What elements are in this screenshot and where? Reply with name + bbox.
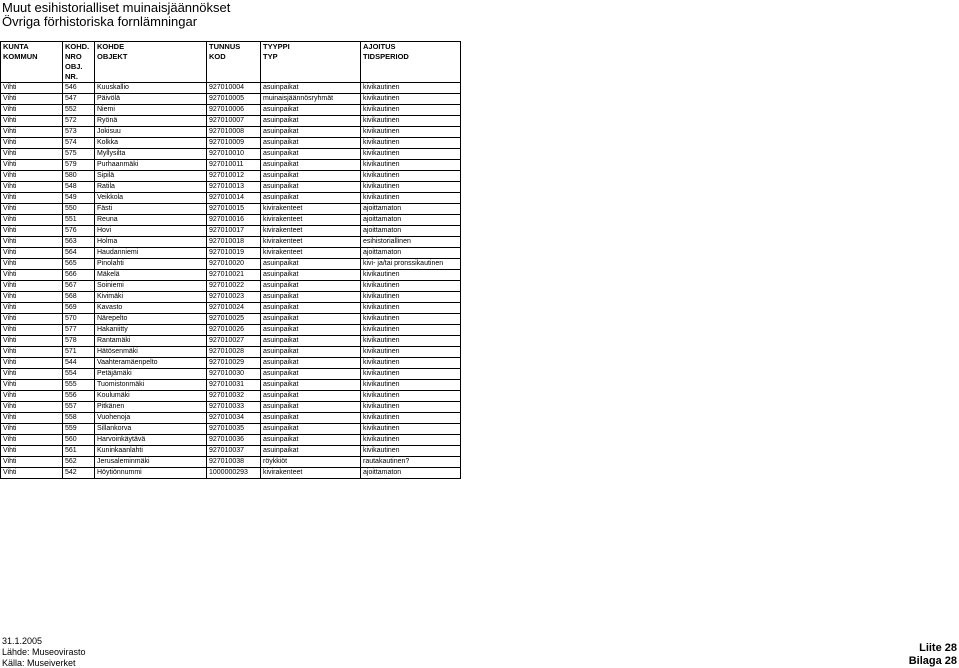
period-cell: kivikautinen (361, 193, 461, 204)
object-name-cell: Vuohenoja (95, 413, 207, 424)
table-row (1, 127, 461, 138)
column-header: KOHD. (63, 42, 95, 53)
municipality-cell: Vihti (1, 149, 63, 160)
code-cell: 927010010 (207, 149, 261, 160)
column-header: TYP (261, 52, 361, 62)
period-cell: esihistoriallinen (361, 237, 461, 248)
type-cell: asuinpaikat (261, 270, 361, 281)
object-number-cell: 572 (63, 116, 95, 127)
object-number-cell: 569 (63, 303, 95, 314)
type-cell: asuinpaikat (261, 314, 361, 325)
object-number-cell: 566 (63, 270, 95, 281)
municipality-cell: Vihti (1, 292, 63, 303)
table-row (1, 336, 461, 347)
type-cell: asuinpaikat (261, 138, 361, 149)
municipality-cell: Vihti (1, 413, 63, 424)
column-header: OBJ. (63, 62, 95, 72)
table-row (1, 226, 461, 237)
period-cell: kivikautinen (361, 402, 461, 413)
municipality-cell: Vihti (1, 325, 63, 336)
type-cell: asuinpaikat (261, 182, 361, 193)
object-name-cell: Ratila (95, 182, 207, 193)
table-row (1, 116, 461, 127)
municipality-cell: Vihti (1, 402, 63, 413)
object-number-cell: 548 (63, 182, 95, 193)
table-row (1, 446, 461, 457)
object-number-cell: 580 (63, 171, 95, 182)
period-cell: kivikautinen (361, 292, 461, 303)
table-row (1, 325, 461, 336)
code-cell: 927010026 (207, 325, 261, 336)
period-cell: kivikautinen (361, 435, 461, 446)
object-number-cell: 562 (63, 457, 95, 468)
code-cell: 927010014 (207, 193, 261, 204)
column-header (1, 72, 63, 83)
document-title-finnish: Muut esihistorialliset muinaisjäännökset (2, 0, 231, 15)
period-cell: kivikautinen (361, 138, 461, 149)
municipality-cell: Vihti (1, 259, 63, 270)
column-header: AJOITUS (361, 42, 461, 53)
period-cell: kivikautinen (361, 281, 461, 292)
table-row (1, 369, 461, 380)
municipality-cell: Vihti (1, 226, 63, 237)
column-header (95, 62, 207, 72)
code-cell: 927010038 (207, 457, 261, 468)
code-cell: 927010015 (207, 204, 261, 215)
column-header (261, 62, 361, 72)
column-header: NR. (63, 72, 95, 83)
object-name-cell: Haudanniemi (95, 248, 207, 259)
type-cell: asuinpaikat (261, 347, 361, 358)
type-cell: muinaisjäännösryhmät (261, 94, 361, 105)
type-cell: asuinpaikat (261, 424, 361, 435)
type-cell: asuinpaikat (261, 127, 361, 138)
municipality-cell: Vihti (1, 116, 63, 127)
column-header: KOHDE (95, 42, 207, 53)
municipality-cell: Vihti (1, 127, 63, 138)
table-row (1, 215, 461, 226)
code-cell: 927010022 (207, 281, 261, 292)
municipality-cell: Vihti (1, 171, 63, 182)
header-row (1, 42, 461, 53)
code-cell: 927010034 (207, 413, 261, 424)
object-name-cell: Koulumäki (95, 391, 207, 402)
table-header (1, 42, 461, 83)
column-header (361, 62, 461, 72)
object-name-cell: Kavasto (95, 303, 207, 314)
object-name-cell: Päivölä (95, 94, 207, 105)
period-cell: kivi- ja/tai pronssikautinen (361, 259, 461, 270)
column-header: OBJEKT (95, 52, 207, 62)
code-cell: 927010008 (207, 127, 261, 138)
type-cell: asuinpaikat (261, 292, 361, 303)
period-cell: kivikautinen (361, 446, 461, 457)
period-cell: kivikautinen (361, 171, 461, 182)
period-cell: kivikautinen (361, 270, 461, 281)
municipality-cell: Vihti (1, 270, 63, 281)
table-row (1, 138, 461, 149)
column-header (261, 72, 361, 83)
type-cell: asuinpaikat (261, 402, 361, 413)
type-cell: asuinpaikat (261, 358, 361, 369)
type-cell: asuinpaikat (261, 446, 361, 457)
municipality-cell: Vihti (1, 468, 63, 479)
object-number-cell: 575 (63, 149, 95, 160)
table-row (1, 413, 461, 424)
object-name-cell: Hovi (95, 226, 207, 237)
period-cell: kivikautinen (361, 358, 461, 369)
code-cell: 927010007 (207, 116, 261, 127)
period-cell: ajoittamaton (361, 204, 461, 215)
object-number-cell: 542 (63, 468, 95, 479)
code-cell: 927010017 (207, 226, 261, 237)
table-row (1, 270, 461, 281)
code-cell: 927010030 (207, 369, 261, 380)
object-number-cell: 555 (63, 380, 95, 391)
object-number-cell: 547 (63, 94, 95, 105)
appendix-label-swedish: Bilaga 28 (908, 655, 957, 667)
municipality-cell: Vihti (1, 83, 63, 94)
period-cell: kivikautinen (361, 127, 461, 138)
table-row (1, 292, 461, 303)
table-row (1, 435, 461, 446)
period-cell: ajoittamaton (361, 248, 461, 259)
code-cell: 927010012 (207, 171, 261, 182)
object-name-cell: Rantamäki (95, 336, 207, 347)
object-name-cell: Tuomistonmäki (95, 380, 207, 391)
municipality-cell: Vihti (1, 281, 63, 292)
code-cell: 927010011 (207, 160, 261, 171)
table-row (1, 402, 461, 413)
column-header: TYYPPI (261, 42, 361, 53)
object-number-cell: 570 (63, 314, 95, 325)
type-cell: asuinpaikat (261, 281, 361, 292)
municipality-cell: Vihti (1, 204, 63, 215)
period-cell: kivikautinen (361, 413, 461, 424)
period-cell: kivikautinen (361, 424, 461, 435)
period-cell: kivikautinen (361, 149, 461, 160)
municipality-cell: Vihti (1, 380, 63, 391)
object-number-cell: 552 (63, 105, 95, 116)
table-row (1, 457, 461, 468)
table-row (1, 347, 461, 358)
type-cell: röykkiöt (261, 457, 361, 468)
type-cell: asuinpaikat (261, 435, 361, 446)
type-cell: asuinpaikat (261, 391, 361, 402)
object-name-cell: Harvoinkäytävä (95, 435, 207, 446)
period-cell: kivikautinen (361, 83, 461, 94)
type-cell: asuinpaikat (261, 116, 361, 127)
object-name-cell: Sipilä (95, 171, 207, 182)
period-cell: kivikautinen (361, 116, 461, 127)
table-row (1, 380, 461, 391)
object-number-cell: 564 (63, 248, 95, 259)
table-row (1, 248, 461, 259)
object-name-cell: Närepelto (95, 314, 207, 325)
type-cell: kivirakenteet (261, 226, 361, 237)
header-row (1, 62, 461, 72)
object-number-cell: 563 (63, 237, 95, 248)
period-cell: kivikautinen (361, 391, 461, 402)
code-cell: 927010006 (207, 105, 261, 116)
period-cell: ajoittamaton (361, 226, 461, 237)
object-name-cell: Kuuskallio (95, 83, 207, 94)
object-name-cell: Soiniemi (95, 281, 207, 292)
municipality-cell: Vihti (1, 446, 63, 457)
object-number-cell: 568 (63, 292, 95, 303)
appendix-label-finnish: Liite 28 (919, 642, 957, 654)
object-name-cell: Höytiönnummi (95, 468, 207, 479)
type-cell: asuinpaikat (261, 259, 361, 270)
object-number-cell: 549 (63, 193, 95, 204)
object-name-cell: Mäkelä (95, 270, 207, 281)
period-cell: ajoittamaton (361, 215, 461, 226)
type-cell: kivirakenteet (261, 237, 361, 248)
table-row (1, 94, 461, 105)
object-number-cell: 556 (63, 391, 95, 402)
table-row (1, 358, 461, 369)
register-table (0, 41, 461, 479)
period-cell: rautakautinen? (361, 457, 461, 468)
municipality-cell: Vihti (1, 358, 63, 369)
object-name-cell: Holma (95, 237, 207, 248)
period-cell: kivikautinen (361, 325, 461, 336)
municipality-cell: Vihti (1, 160, 63, 171)
code-cell: 927010023 (207, 292, 261, 303)
column-header (361, 72, 461, 83)
period-cell: kivikautinen (361, 182, 461, 193)
type-cell: asuinpaikat (261, 149, 361, 160)
type-cell: kivirakenteet (261, 248, 361, 259)
object-number-cell: 578 (63, 336, 95, 347)
column-header: KOD (207, 52, 261, 62)
footer-source-swedish: Källa: Museiverket (2, 658, 76, 668)
footer-date: 31.1.2005 (2, 636, 43, 646)
code-cell: 927010013 (207, 182, 261, 193)
type-cell: kivirakenteet (261, 215, 361, 226)
table-row (1, 281, 461, 292)
footer-source-finnish: Lähde: Museovirasto (2, 647, 86, 657)
type-cell: asuinpaikat (261, 105, 361, 116)
object-number-cell: 551 (63, 215, 95, 226)
municipality-cell: Vihti (1, 237, 63, 248)
municipality-cell: Vihti (1, 248, 63, 259)
object-name-cell: Fästi (95, 204, 207, 215)
type-cell: asuinpaikat (261, 413, 361, 424)
table-row (1, 83, 461, 94)
type-cell: kivirakenteet (261, 204, 361, 215)
table-body (1, 83, 461, 479)
object-number-cell: 565 (63, 259, 95, 270)
object-name-cell: Sillankorva (95, 424, 207, 435)
code-cell: 927010016 (207, 215, 261, 226)
column-header: NRO (63, 52, 95, 62)
code-cell: 927010020 (207, 259, 261, 270)
municipality-cell: Vihti (1, 303, 63, 314)
object-number-cell: 574 (63, 138, 95, 149)
code-cell: 927010027 (207, 336, 261, 347)
code-cell: 927010031 (207, 380, 261, 391)
code-cell: 927010009 (207, 138, 261, 149)
header-row (1, 52, 461, 62)
municipality-cell: Vihti (1, 435, 63, 446)
table-row (1, 259, 461, 270)
column-header: TIDSPERIOD (361, 52, 461, 62)
object-name-cell: Pinolahti (95, 259, 207, 270)
object-number-cell: 576 (63, 226, 95, 237)
column-header (207, 72, 261, 83)
code-cell: 927010021 (207, 270, 261, 281)
period-cell: kivikautinen (361, 347, 461, 358)
type-cell: kivirakenteet (261, 468, 361, 479)
table-row (1, 314, 461, 325)
table-row (1, 105, 461, 116)
object-number-cell: 557 (63, 402, 95, 413)
municipality-cell: Vihti (1, 94, 63, 105)
municipality-cell: Vihti (1, 336, 63, 347)
municipality-cell: Vihti (1, 105, 63, 116)
object-name-cell: Jokisuu (95, 127, 207, 138)
object-name-cell: Reuna (95, 215, 207, 226)
object-name-cell: Niemi (95, 105, 207, 116)
header-row (1, 72, 461, 83)
code-cell: 927010018 (207, 237, 261, 248)
municipality-cell: Vihti (1, 424, 63, 435)
code-cell: 927010032 (207, 391, 261, 402)
type-cell: asuinpaikat (261, 303, 361, 314)
object-number-cell: 544 (63, 358, 95, 369)
type-cell: asuinpaikat (261, 325, 361, 336)
code-cell: 927010005 (207, 94, 261, 105)
table-row (1, 149, 461, 160)
type-cell: asuinpaikat (261, 83, 361, 94)
object-name-cell: Jerusaleminmäki (95, 457, 207, 468)
period-cell: kivikautinen (361, 380, 461, 391)
object-name-cell: Ryönä (95, 116, 207, 127)
municipality-cell: Vihti (1, 347, 63, 358)
municipality-cell: Vihti (1, 138, 63, 149)
column-header (1, 62, 63, 72)
object-name-cell: Vaahteramäenpelto (95, 358, 207, 369)
municipality-cell: Vihti (1, 391, 63, 402)
object-name-cell: Myllysilta (95, 149, 207, 160)
column-header (207, 62, 261, 72)
object-number-cell: 579 (63, 160, 95, 171)
object-name-cell: Petäjämäki (95, 369, 207, 380)
table-row (1, 424, 461, 435)
column-header (95, 72, 207, 83)
column-header: TUNNUS (207, 42, 261, 53)
type-cell: asuinpaikat (261, 380, 361, 391)
period-cell: ajoittamaton (361, 468, 461, 479)
period-cell: kivikautinen (361, 369, 461, 380)
period-cell: kivikautinen (361, 94, 461, 105)
object-number-cell: 554 (63, 369, 95, 380)
object-name-cell: Pitkänen (95, 402, 207, 413)
table-row (1, 160, 461, 171)
object-number-cell: 571 (63, 347, 95, 358)
code-cell: 927010037 (207, 446, 261, 457)
object-number-cell: 558 (63, 413, 95, 424)
column-header: KUNTA (1, 42, 63, 53)
object-number-cell: 573 (63, 127, 95, 138)
code-cell: 927010025 (207, 314, 261, 325)
type-cell: asuinpaikat (261, 369, 361, 380)
table-row (1, 204, 461, 215)
type-cell: asuinpaikat (261, 336, 361, 347)
table-row (1, 468, 461, 479)
period-cell: kivikautinen (361, 105, 461, 116)
municipality-cell: Vihti (1, 457, 63, 468)
table-row (1, 182, 461, 193)
table-row (1, 193, 461, 204)
object-number-cell: 560 (63, 435, 95, 446)
object-number-cell: 559 (63, 424, 95, 435)
municipality-cell: Vihti (1, 369, 63, 380)
municipality-cell: Vihti (1, 215, 63, 226)
code-cell: 927010024 (207, 303, 261, 314)
object-number-cell: 577 (63, 325, 95, 336)
table-row (1, 303, 461, 314)
type-cell: asuinpaikat (261, 160, 361, 171)
object-name-cell: Purhaanmäki (95, 160, 207, 171)
code-cell: 927010036 (207, 435, 261, 446)
object-name-cell: Hakaniitty (95, 325, 207, 336)
code-cell: 927010019 (207, 248, 261, 259)
table-row (1, 237, 461, 248)
object-name-cell: Kuninkaanlahti (95, 446, 207, 457)
object-number-cell: 550 (63, 204, 95, 215)
column-header: KOMMUN (1, 52, 63, 62)
table-row (1, 391, 461, 402)
object-number-cell: 567 (63, 281, 95, 292)
period-cell: kivikautinen (361, 336, 461, 347)
code-cell: 927010033 (207, 402, 261, 413)
code-cell: 927010028 (207, 347, 261, 358)
object-name-cell: Kolkka (95, 138, 207, 149)
object-number-cell: 546 (63, 83, 95, 94)
object-number-cell: 561 (63, 446, 95, 457)
document-title-swedish: Övriga förhistoriska fornlämningar (2, 14, 198, 29)
type-cell: asuinpaikat (261, 171, 361, 182)
period-cell: kivikautinen (361, 303, 461, 314)
object-name-cell: Hätösenmäki (95, 347, 207, 358)
code-cell: 1000000293 (207, 468, 261, 479)
object-name-cell: Kivimäki (95, 292, 207, 303)
municipality-cell: Vihti (1, 314, 63, 325)
municipality-cell: Vihti (1, 193, 63, 204)
code-cell: 927010029 (207, 358, 261, 369)
municipality-cell: Vihti (1, 182, 63, 193)
period-cell: kivikautinen (361, 314, 461, 325)
code-cell: 927010035 (207, 424, 261, 435)
type-cell: asuinpaikat (261, 193, 361, 204)
table-row (1, 171, 461, 182)
code-cell: 927010004 (207, 83, 261, 94)
period-cell: kivikautinen (361, 160, 461, 171)
object-name-cell: Veikkola (95, 193, 207, 204)
